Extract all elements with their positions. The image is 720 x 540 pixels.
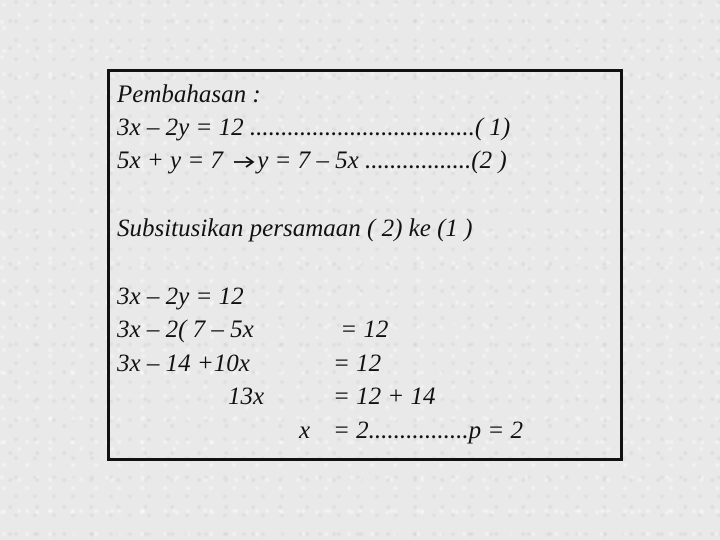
step-3-right: = 12	[333, 350, 382, 377]
right-arrow-icon	[233, 155, 255, 169]
step-5-left: x	[299, 417, 311, 444]
equation-2	[117, 146, 507, 176]
step-4-right: = 12 + 14	[333, 383, 436, 410]
step-1-left: 3x – 2y = 12	[117, 283, 244, 310]
step-3-left: 3x – 14 +10x	[117, 350, 250, 377]
equation-2-left: 5x + y = 7	[117, 147, 230, 174]
step-2-left: 3x – 2( 7 – 5x	[117, 316, 254, 343]
step-5-right: = 2................p = 2	[333, 417, 523, 444]
substitution-instruction: Subsitusikan persamaan ( 2) ke (1 )	[117, 215, 473, 242]
equation-2-right: y = 7 – 5x .................(2 )	[257, 147, 507, 174]
step-2-right: = 12	[334, 316, 389, 343]
equation-1: 3x – 2y = 12 ....................................( 1)	[117, 114, 511, 141]
heading-text: Pembahasan :	[117, 81, 261, 108]
step-4-left: 13x	[228, 383, 265, 410]
